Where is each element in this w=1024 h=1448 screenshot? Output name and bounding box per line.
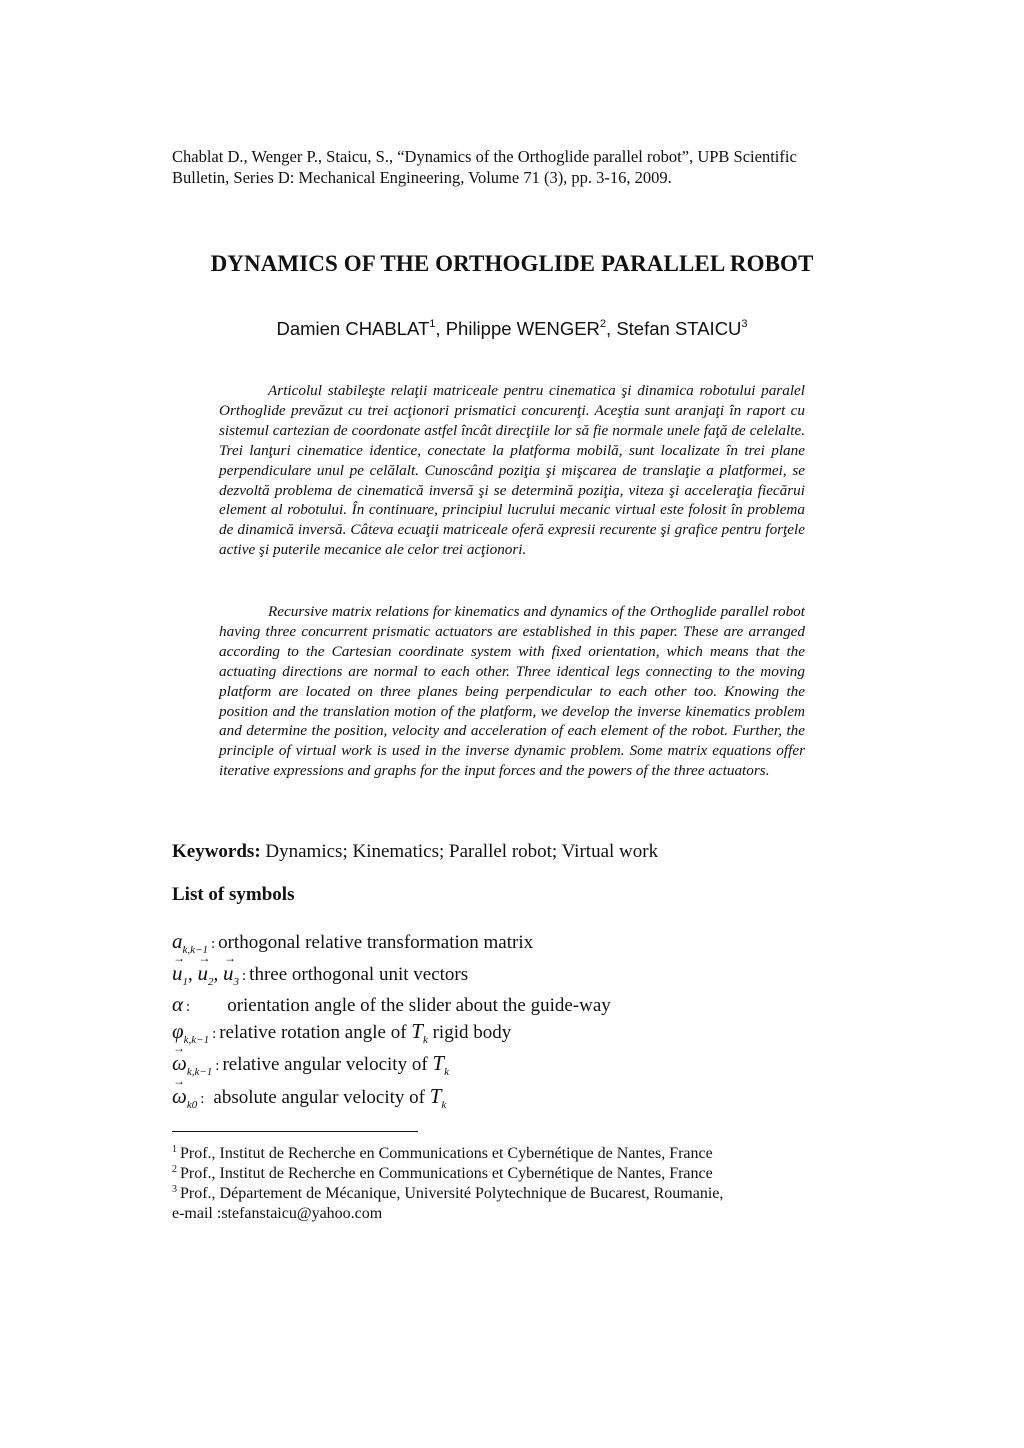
symbol-colon: : (212, 1026, 217, 1042)
symbol-description: three orthogonal unit vectors (249, 964, 469, 985)
footnote (172, 1180, 723, 1224)
footnote-number: 3 (172, 1184, 177, 1195)
symbol-description-tail: rigid body (427, 1022, 512, 1043)
symbol-colon: : (186, 999, 191, 1015)
symbol-subscript: k0 (186, 1099, 198, 1111)
abstract-romanian (219, 381, 805, 560)
author-name: Stefan STAICU (616, 318, 742, 339)
symbol: → ω (172, 1084, 187, 1109)
abstract-english-text: Recursive matrix relations for kinematics and dynamics of the Orthoglide parallel robot having three concurrent prismatic actuators are established in this paper. These are arranged according to the Cartesian coordinate system with fixed orientation, which means that the actuating directions are normal to each other. Three identical legs connecting to the moving platform are located on three planes being perpendicular to each other too. Knowing the position and the translation motion of the platform, we develop the inverse kinematics problem and determine the position, velocity and acceleration of each element of the robot. Further, the principle of virtual work is used in the inverse dynamic problem. Some matrix equations offer iterative expressions and graphs for the input forces and the powers of the three actuators. (219, 603, 805, 780)
symbol-colon: : (200, 1091, 205, 1107)
symbol-colon: : (215, 1058, 220, 1074)
symbol-subscript: k (441, 1099, 447, 1111)
symbol-separator: , (188, 964, 198, 985)
author-separator: , (606, 318, 617, 339)
symbol: T (411, 1019, 423, 1043)
symbol-subscript: k,k−1 (182, 944, 208, 956)
abstract-romanian-text: Articolul stabileşte relaţii matriceale pentru cinematica şi dinamica robotului paralel Orthoglide prevăzut cu trei acţionori prismatici concurenţi. Aceştia sunt aranjaţi în raport cu sistemul cartezian de coordonate astfel încât direcţiile lor să fie normale unele faţă de celelalte. Trei lanţuri cinematice identice, conectate la platforma mobilă, sunt localizate în trei plane perpendiculare unul pe celălalt. Cunoscând poziţia şi mişcarea de translaţie a platformei, se dezvoltă problema de cinematică inversă şi se determină poziţia, viteza şi acceleraţia fiecărui element al robotului. În continuare, principiul lucrului mecanic virtual este folosit în problema de dinamică inversă. Câteva ecuaţii matriceale oferă expresii recurente şi grafice pentru forţele active şi puterile mecanice ale celor trei acţionori. (219, 382, 805, 559)
symbol-colon: : (210, 936, 216, 952)
symbol-description: relative angular velocity of (222, 1054, 428, 1075)
symbol-subscript: k,k−1 (183, 1034, 210, 1046)
footnote-number: 1 (172, 1144, 177, 1155)
author-name: Damien CHABLAT (276, 318, 430, 339)
citation: Chablat D., Wenger P., Staicu, S., “Dynamics of the Orthoglide parallel robot”, UPB Scientific Bulletin, Series D: Mechanical Engineering, Volume 71 (3), pp. 3-16, 2009. (172, 147, 797, 187)
symbol: → u (198, 961, 209, 986)
symbol: T (432, 1051, 445, 1075)
symbol: α (172, 992, 184, 1016)
author-affiliation-mark: 3 (741, 318, 748, 330)
symbol-subscript: k (444, 1066, 449, 1078)
paper-title: DYNAMICS OF THE ORTHOGLIDE PARALLEL ROBOT (210, 251, 814, 276)
symbol-row (172, 1051, 449, 1078)
symbol-subscript: 2 (208, 976, 214, 988)
footnote-text: Prof., Institut de Recherche en Communications et Cybernétique de Nantes, France (180, 1165, 713, 1182)
author-separator: , (435, 318, 446, 339)
symbol-description: orthogonal relative transformation matrix (218, 932, 534, 953)
footnote-email: e-mail :stefanstaicu@yahoo.com (172, 1205, 383, 1222)
keywords (172, 841, 658, 863)
symbol: → u (172, 961, 183, 986)
symbols-heading: List of symbols (172, 884, 295, 905)
symbol: a (172, 929, 183, 953)
footnote-text: Prof., Institut de Recherche en Communications et Cybernétique de Nantes, France (180, 1145, 713, 1162)
symbol-row (172, 1019, 511, 1046)
author-name: Philippe WENGER (445, 318, 600, 339)
keywords-text: Dynamics; Kinematics; Parallel robot; Virtual work (260, 841, 659, 862)
symbol-description: absolute angular velocity of (213, 1087, 425, 1108)
footnote-divider (172, 1131, 418, 1132)
abstract-english (219, 602, 805, 781)
symbol: T (429, 1084, 442, 1108)
symbol: → ω (172, 1051, 187, 1076)
symbol-row (172, 1084, 446, 1111)
footnote-number: 2 (172, 1164, 177, 1175)
symbol: → u (223, 961, 234, 986)
symbol-subscript: 3 (233, 976, 239, 988)
symbol-subscript: k (422, 1034, 428, 1046)
symbol-separator: , (213, 964, 223, 985)
symbol: φ (172, 1019, 184, 1043)
symbol-description: relative rotation angle of (219, 1022, 407, 1043)
symbol-description: orientation angle of the slider about the guide-way (227, 995, 611, 1016)
symbol-row (172, 992, 611, 1017)
symbol-subscript: k,k−1 (186, 1066, 213, 1078)
author-affiliation-mark: 1 (429, 318, 436, 330)
author-list (0, 318, 1024, 340)
symbol-colon: : (242, 968, 247, 984)
author-affiliation-mark: 2 (599, 318, 607, 330)
symbol-subscript: 1 (182, 976, 188, 988)
footnote-text: Prof., Département de Mécanique, Université Polytechnique de Bucarest, Roumanie, (180, 1185, 724, 1202)
keywords-label: Keywords: (172, 841, 261, 862)
symbol-row (172, 961, 468, 988)
